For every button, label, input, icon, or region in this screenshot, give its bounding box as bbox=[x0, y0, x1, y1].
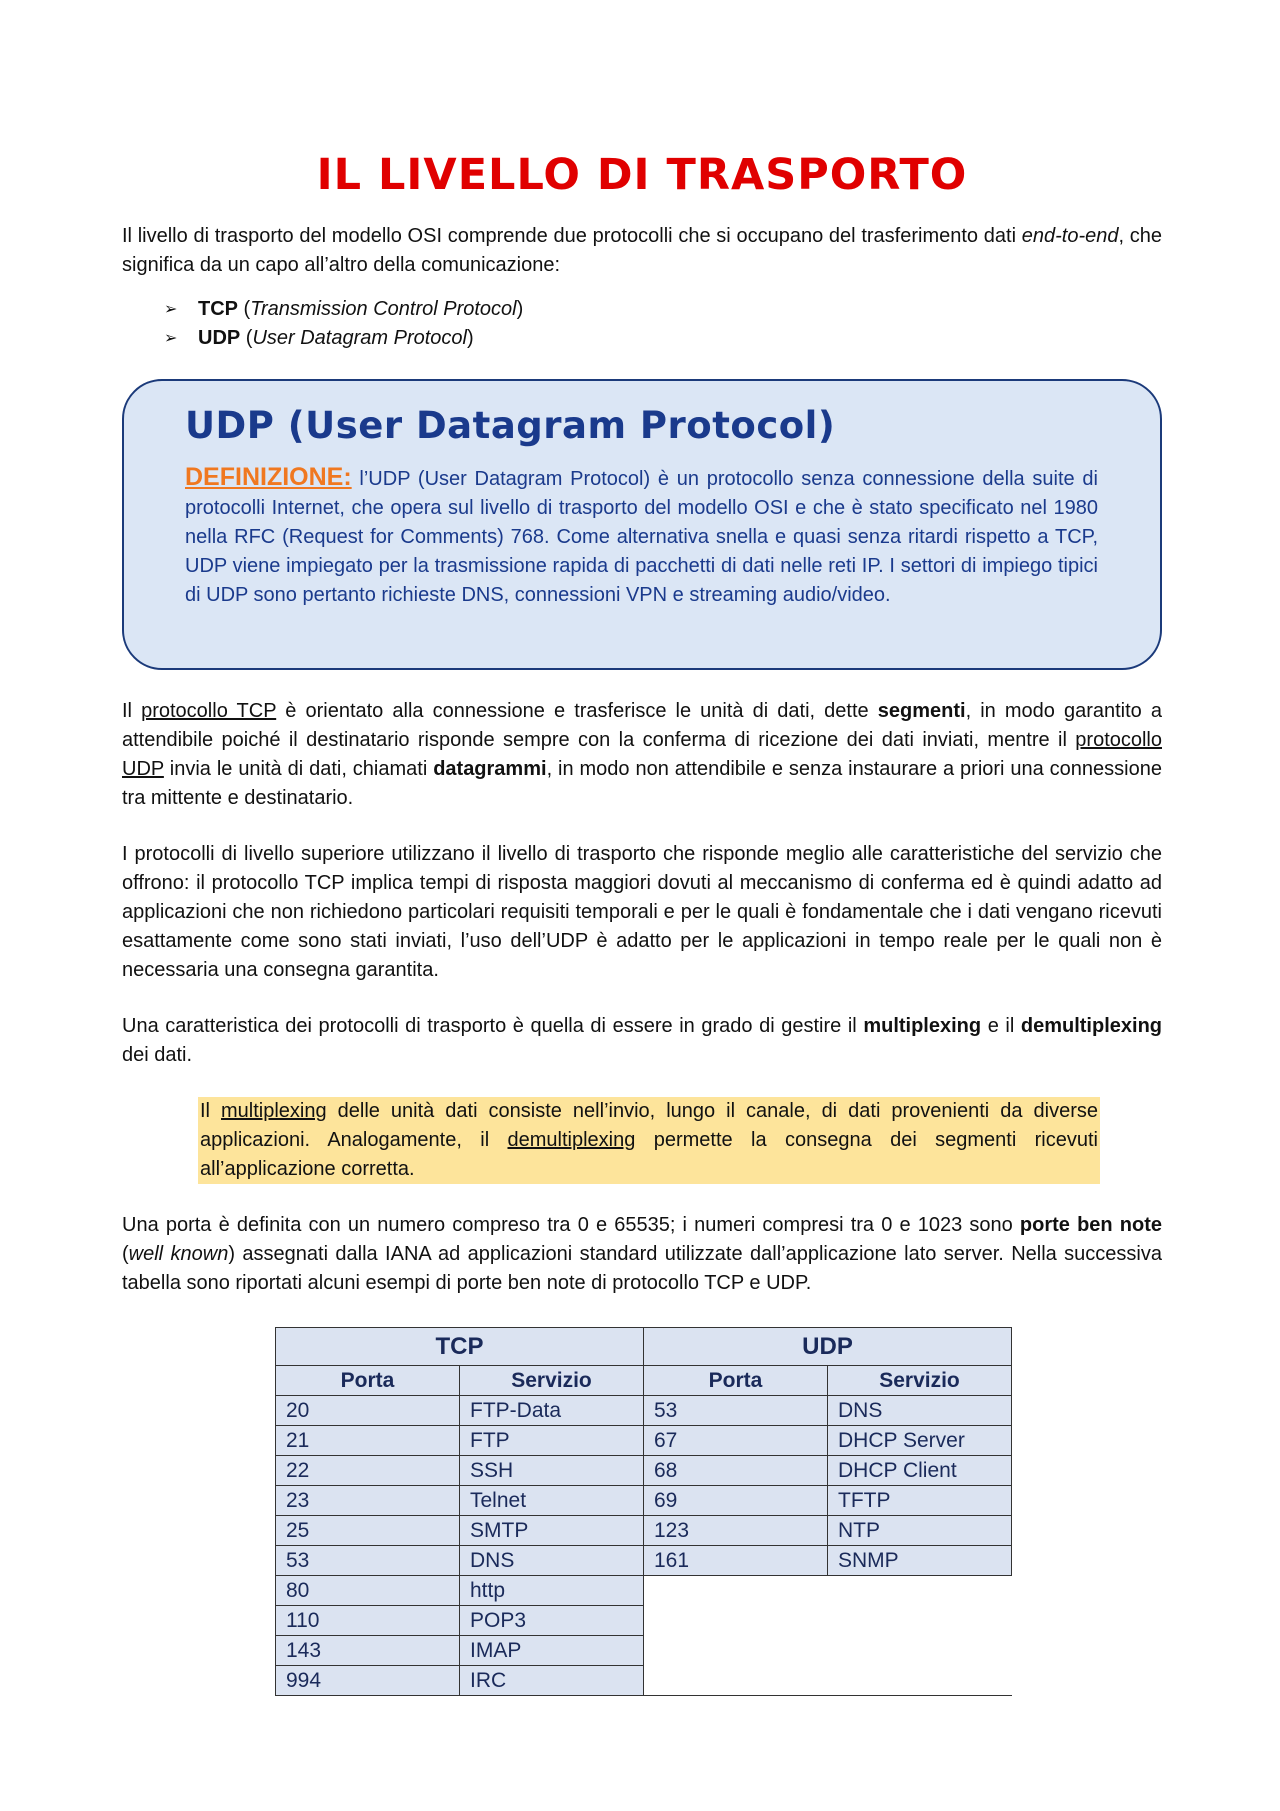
text-run: Il bbox=[122, 700, 142, 722]
text-run: invia le unità di dati, chiamati bbox=[163, 758, 434, 780]
highlight-multiplexing: multiplexing bbox=[221, 1100, 327, 1122]
term-porte-ben-note: porte ben note bbox=[1019, 1214, 1162, 1236]
text-run: ) assegnati dalla IANA ad applicazioni standard utilizzate dall’applicazione lato server. Nella successiva tabella sono riportati alcuni esempi di porte ben note di protocollo TCP e UDP. bbox=[122, 1243, 1162, 1294]
tcp-port-cell: 143 bbox=[276, 1636, 460, 1666]
udp-empty-area bbox=[644, 1576, 1012, 1696]
table-column-header-row bbox=[276, 1366, 1012, 1396]
tcp-service-cell: FTP-Data bbox=[460, 1396, 644, 1426]
table-row bbox=[276, 1426, 1012, 1456]
udp-port-cell: 69 bbox=[644, 1486, 828, 1516]
tcp-porta-header: Porta bbox=[276, 1366, 460, 1396]
tcp-port-cell: 110 bbox=[276, 1606, 460, 1636]
protocol-full-name: Transmission Control Protocol bbox=[250, 298, 517, 320]
ports-table-wrapper bbox=[275, 1327, 1162, 1696]
udp-port-cell: 161 bbox=[644, 1546, 828, 1576]
text-run: Una caratteristica dei protocolli di trasporto è quella di essere in grado di gestire il bbox=[122, 1015, 864, 1037]
text-run: , in modo non attendibile e senza instaurare a priori una connessione tra mittente e destinatario. bbox=[122, 758, 1162, 809]
udp-port-cell: 67 bbox=[644, 1426, 828, 1456]
udp-service-cell: SNMP bbox=[828, 1546, 1012, 1576]
intro-text-1: Il livello di trasporto del modello OSI comprende due protocolli che si occupano del trasferimento dati bbox=[122, 225, 1022, 247]
udp-service-cell: DNS bbox=[828, 1396, 1012, 1426]
protocol-full-name: User Datagram Protocol bbox=[252, 327, 467, 349]
tcp-port-cell: 994 bbox=[276, 1666, 460, 1696]
intro-end-to-end: end-to-end bbox=[1021, 225, 1119, 247]
term-multiplexing: multiplexing bbox=[863, 1015, 982, 1037]
protocol-abbr: UDP bbox=[198, 327, 241, 349]
table-row bbox=[276, 1486, 1012, 1516]
text-run: Il bbox=[200, 1100, 222, 1122]
udp-box-heading: UDP (User Datagram Protocol) bbox=[185, 404, 836, 447]
udp-service-cell: DHCP Client bbox=[828, 1456, 1012, 1486]
udp-definition-box bbox=[122, 379, 1162, 670]
udp-protocol-term: protocollo UDP bbox=[122, 729, 1162, 780]
table-row bbox=[276, 1516, 1012, 1546]
udp-service-cell: NTP bbox=[828, 1516, 1012, 1546]
tcp-service-cell: http bbox=[460, 1576, 644, 1606]
ports-table bbox=[275, 1327, 1012, 1696]
tcp-header: TCP bbox=[276, 1328, 644, 1366]
upper-layer-paragraph: I protocolli di livello superiore utilizzano il livello di trasporto che risponde meglio alle caratteristiche del servizio che offrono: il protocollo TCP implica tempi di risposta maggiori dovuti al meccanismo di conferma ed è quindi adatto ad applicazioni che non richiedono particolari requisiti temporali e per le quali è fondamentale che i dati vengano ricevuti esattamente come sono stati inviati, l’uso dell’UDP è adatto per le applicazioni in tempo reale per le quali non è necessaria una consegna garantita. bbox=[122, 843, 1162, 981]
table-row bbox=[276, 1576, 1012, 1606]
ports-table-body bbox=[276, 1396, 1012, 1696]
table-row bbox=[276, 1396, 1012, 1426]
tcp-port-cell: 21 bbox=[276, 1426, 460, 1456]
tcp-port-cell: 80 bbox=[276, 1576, 460, 1606]
udp-service-cell: DHCP Server bbox=[828, 1426, 1012, 1456]
text-run: Una porta è definita con un numero compreso tra 0 e 65535; i numeri compresi tra 0 e 1023 sono bbox=[122, 1214, 1020, 1236]
table-row bbox=[276, 1456, 1012, 1486]
intro-text-2: , che significa da un capo all’altro della comunicazione: bbox=[122, 225, 1163, 276]
text-run: delle unità dati consiste nell’invio, lungo il canale, di dati provenienti da diverse applicazioni. Analogamente, il bbox=[200, 1100, 1098, 1151]
arrow-bullet-icon: ➢ bbox=[164, 301, 178, 318]
text-run: permette la consegna dei segmenti ricevuti all’applicazione corretta. bbox=[200, 1129, 1098, 1180]
udp-port-cell: 68 bbox=[644, 1456, 828, 1486]
tcp-service-cell: FTP bbox=[460, 1426, 644, 1456]
highlight-demultiplexing: demultiplexing bbox=[507, 1129, 636, 1151]
tcp-service-cell: IMAP bbox=[460, 1636, 644, 1666]
arrow-bullet-icon: ➢ bbox=[164, 330, 178, 347]
definition-body: l’UDP (User Datagram Protocol) è un protocollo senza connessione della suite di protocolli Internet, che opera sul livello di trasporto del modello OSI e che è stato specificato nel 1980 nella RFC (Request for Comments) 768. Come alternativa snella e quasi senza ritardi rispetto a TCP, UDP viene impiegato per la trasmissione rapida di pacchetti di dati nelle reti IP. I settori di impiego tipici di UDP sono pertanto richieste DNS, connessioni VPN e streaming audio/video. bbox=[185, 468, 1098, 606]
tcp-port-cell: 22 bbox=[276, 1456, 460, 1486]
tcp-service-cell: SSH bbox=[460, 1456, 644, 1486]
term-datagrammi: datagrammi bbox=[433, 758, 547, 780]
text-run: ( bbox=[122, 1243, 129, 1265]
intro-paragraph bbox=[122, 222, 1162, 280]
table-row bbox=[276, 1546, 1012, 1576]
table-protocol-header-row bbox=[276, 1328, 1012, 1366]
tcp-service-cell: SMTP bbox=[460, 1516, 644, 1546]
multiplexing-paragraph bbox=[122, 1012, 1162, 1070]
udp-header: UDP bbox=[644, 1328, 1012, 1366]
tcp-service-cell: Telnet bbox=[460, 1486, 644, 1516]
tcp-service-cell: POP3 bbox=[460, 1606, 644, 1636]
tcp-service-cell: IRC bbox=[460, 1666, 644, 1696]
tcp-port-cell: 20 bbox=[276, 1396, 460, 1426]
tcp-port-cell: 53 bbox=[276, 1546, 460, 1576]
term-demultiplexing: demultiplexing bbox=[1020, 1015, 1162, 1037]
list-item-tcp: ➢ TCP (Transmission Control Protocol) bbox=[164, 295, 1162, 324]
text-run: e il bbox=[981, 1015, 1021, 1037]
text-run: dei dati. bbox=[122, 1044, 193, 1066]
udp-porta-header: Porta bbox=[644, 1366, 828, 1396]
text-run: è orientato alla connessione e trasferisce le unità di dati, dette bbox=[276, 700, 878, 722]
tcp-port-cell: 23 bbox=[276, 1486, 460, 1516]
protocol-list bbox=[122, 295, 1162, 353]
tcp-service-cell: DNS bbox=[460, 1546, 644, 1576]
tcp-udp-paragraph bbox=[122, 697, 1162, 813]
document-content bbox=[122, 140, 1162, 1696]
page-title: IL LIVELLO DI TRASPORTO bbox=[316, 150, 968, 200]
udp-port-cell: 123 bbox=[644, 1516, 828, 1546]
term-segmenti: segmenti bbox=[877, 700, 966, 722]
text-run: , in modo garantito a attendibile poiché il destinatario risponde sempre con la conferma di ricezione dei dati inviati, mentre il bbox=[122, 700, 1163, 751]
udp-port-cell: 53 bbox=[644, 1396, 828, 1426]
term-well-known: well known bbox=[128, 1243, 229, 1265]
tcp-protocol-term: protocollo TCP bbox=[141, 700, 277, 722]
tcp-port-cell: 25 bbox=[276, 1516, 460, 1546]
protocol-abbr: TCP bbox=[198, 298, 238, 320]
udp-servizio-header: Servizio bbox=[828, 1366, 1012, 1396]
udp-service-cell: TFTP bbox=[828, 1486, 1012, 1516]
ports-paragraph bbox=[122, 1211, 1162, 1298]
udp-definition-text bbox=[185, 463, 1098, 610]
list-item-udp: ➢ UDP (User Datagram Protocol) bbox=[164, 324, 1162, 353]
definition-label: DEFINIZIONE: bbox=[185, 463, 352, 491]
tcp-servizio-header: Servizio bbox=[460, 1366, 644, 1396]
multiplexing-highlight bbox=[198, 1097, 1100, 1184]
